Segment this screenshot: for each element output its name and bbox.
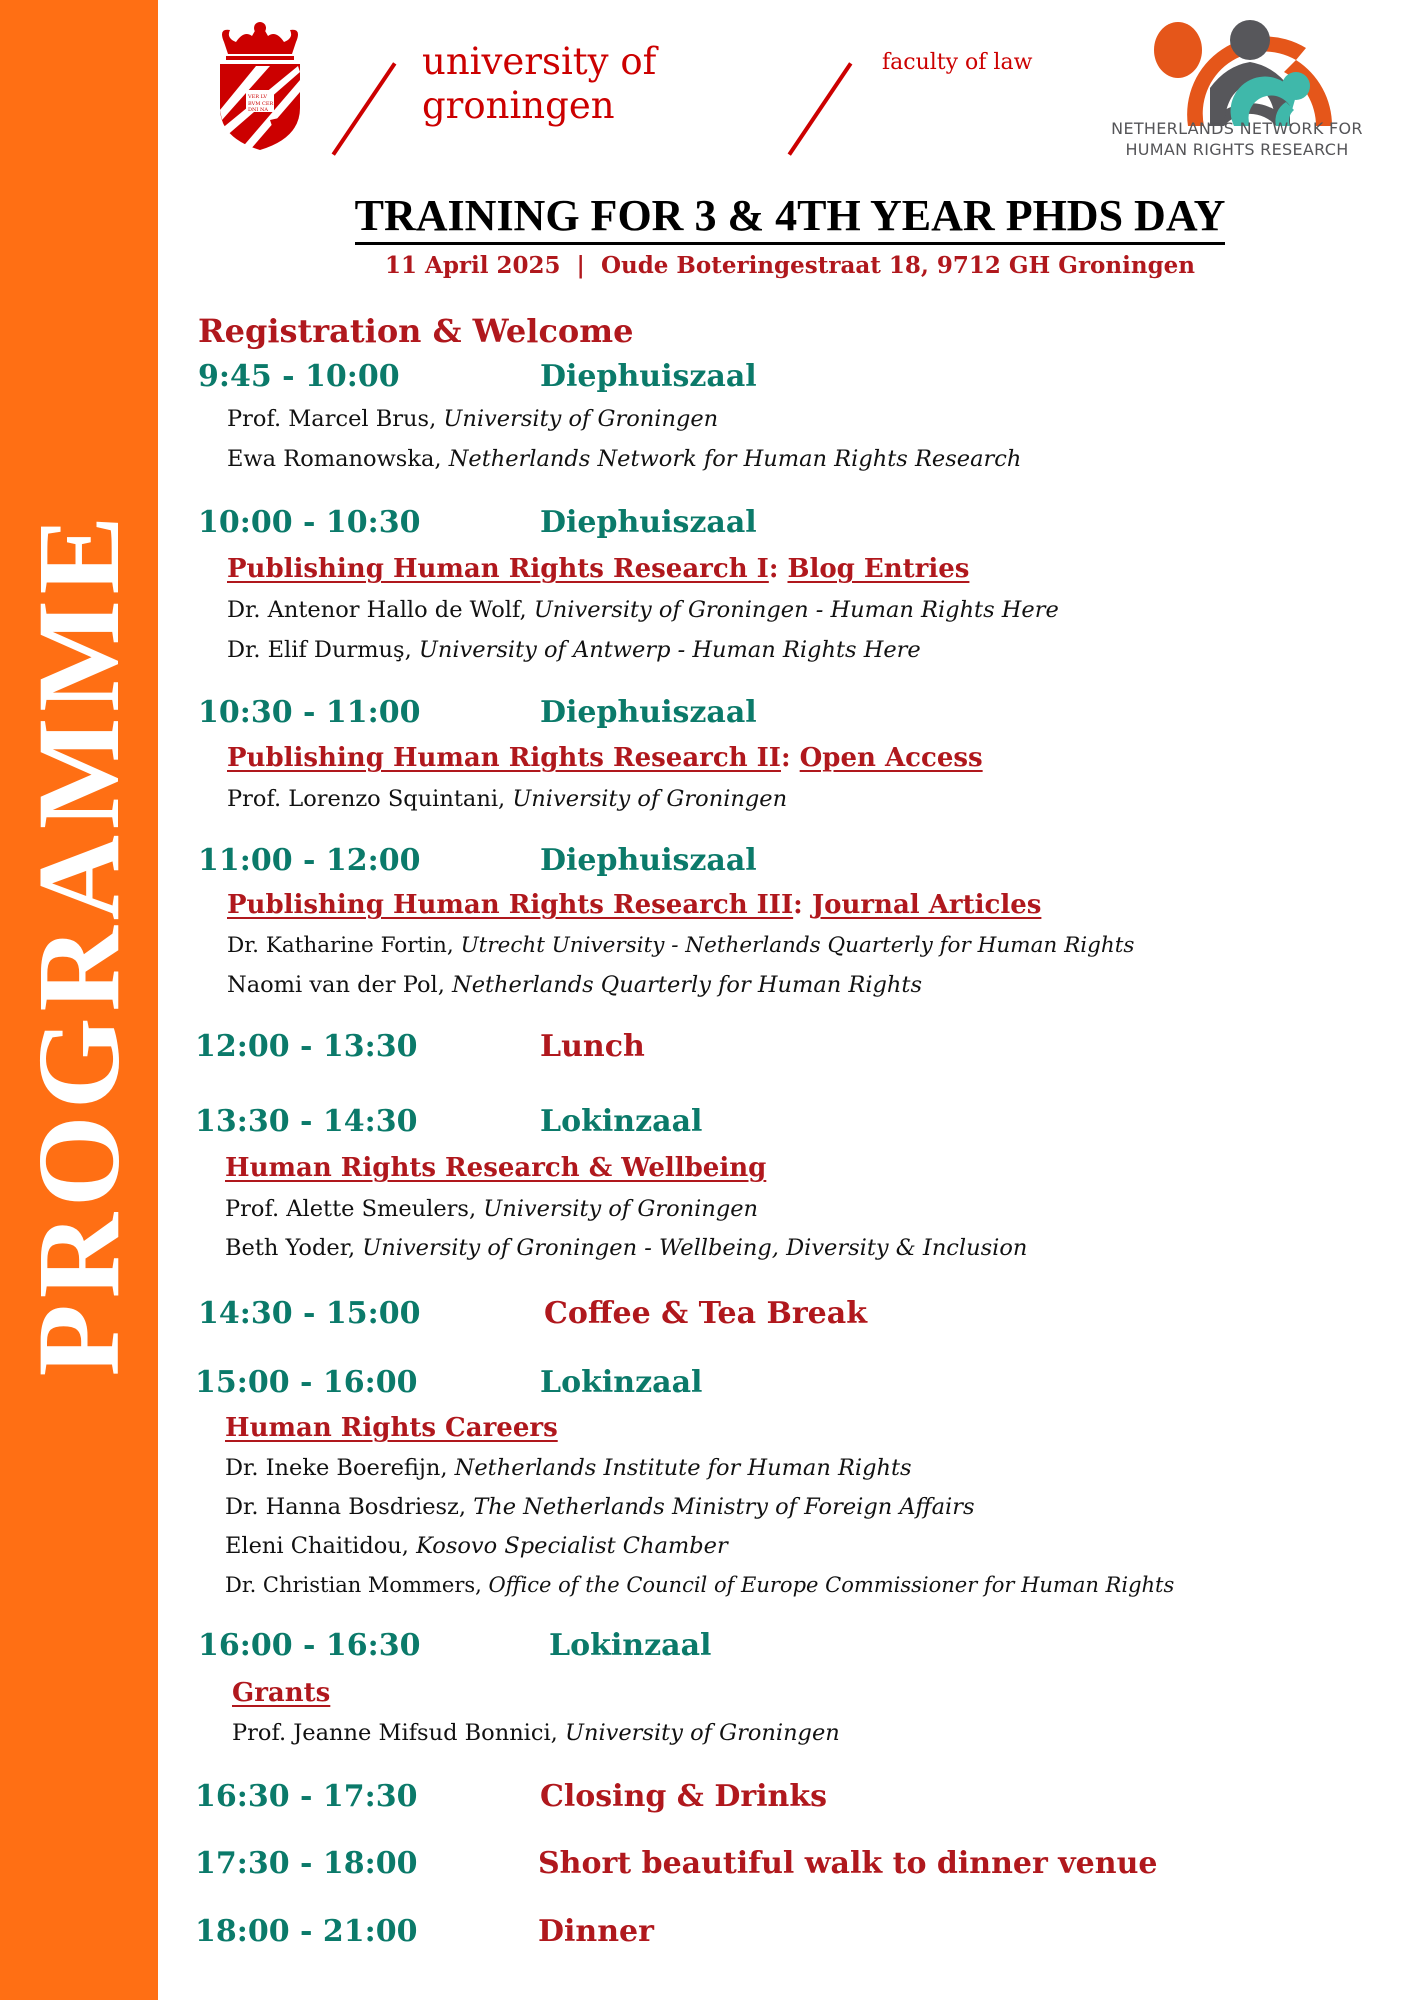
topic-subtitle: Open Access [799, 743, 983, 773]
speaker-affiliation: Netherlands Quarterly for Human Rights [452, 972, 922, 998]
session-event: Coffee & Tea Break [544, 1296, 867, 1331]
divider-slash [332, 62, 397, 155]
session-time: 10:30 - 11:00 [198, 695, 421, 730]
speaker-affiliation: University of Groningen [483, 1196, 759, 1222]
divider-slash [788, 62, 853, 155]
speaker-line [225, 1533, 728, 1559]
topic-colon: : [780, 743, 791, 773]
registration-heading: Registration & Welcome [198, 312, 634, 350]
topic-colon: : [768, 554, 779, 584]
speaker-line [227, 786, 787, 812]
speaker-name: Prof. Marcel Brus, [227, 406, 444, 432]
university-name [422, 40, 656, 128]
session-time: 16:00 - 16:30 [198, 1628, 421, 1663]
network-name-line2: HUMAN RIGHTS RESEARCH [1125, 140, 1349, 159]
session-location: Lokinzaal [540, 1104, 703, 1139]
session-event: Dinner [538, 1914, 654, 1949]
speaker-line [225, 1494, 975, 1520]
programme-vertical-title: PROGRAMME [13, 509, 144, 1377]
speaker-name: Dr. Katharine Fortin, [227, 933, 461, 958]
session-topic [227, 890, 1041, 920]
topic-title: Human Rights Research & Wellbeing [225, 1153, 767, 1183]
session-location: Diephuiszaal [540, 843, 757, 878]
session-time: 15:00 - 16:00 [195, 1365, 418, 1400]
session-time: 9:45 - 10:00 [198, 359, 400, 394]
speaker-affiliation: The Netherlands Ministry of Foreign Affairs [473, 1494, 975, 1520]
speaker-affiliation: Netherlands Network for Human Rights Research [448, 446, 1022, 472]
sidebar-bar [0, 0, 158, 2000]
university-name-line2: groningen [422, 84, 615, 127]
university-name-line1: university of [422, 40, 657, 83]
speaker-name: Dr. Ineke Boerefijn, [225, 1455, 455, 1481]
speaker-affiliation: Netherlands Institute for Human Rights [454, 1455, 912, 1481]
speaker-line [227, 597, 1059, 623]
session-location: Diephuiszaal [540, 359, 757, 394]
network-people-logo [1146, 18, 1356, 128]
event-date: 11 April 2025 [384, 252, 561, 279]
speaker-name: Prof. Alette Smeulers, [225, 1196, 484, 1222]
speaker-name: Naomi van der Pol, [227, 972, 452, 998]
speaker-name: Dr. Antenor Hallo de Wolf, [227, 597, 534, 623]
topic-title: Publishing Human Rights Research I [227, 554, 769, 584]
topic-title: Grants [232, 1678, 331, 1708]
faculty-name: faculty of law [882, 50, 1033, 75]
university-crest-logo [210, 20, 310, 152]
topic-subtitle: Journal Articles [811, 890, 1042, 920]
page-title-text: TRAINING FOR 3 & 4TH YEAR PHDS DAY [355, 191, 1226, 245]
session-time: 14:30 - 15:00 [198, 1296, 421, 1331]
session-location: Lokinzaal [540, 1365, 703, 1400]
date-separator: | [576, 252, 585, 279]
speaker-affiliation: University of Groningen [512, 786, 788, 812]
event-date-location [265, 252, 1315, 279]
session-topic [227, 743, 983, 773]
speaker-affiliation: University of Antwerp - Human Rights Here [418, 637, 921, 663]
session-topic [225, 1153, 766, 1183]
session-location: Lokinzaal [549, 1628, 712, 1663]
session-topic [227, 554, 969, 584]
speaker-affiliation: University of Groningen - Human Rights Here [533, 597, 1059, 623]
speaker-line [225, 1235, 1027, 1261]
speaker-line [227, 406, 718, 432]
network-name [1094, 118, 1380, 160]
svg-text:BVM CER: BVM CER [248, 101, 274, 107]
speaker-line [225, 1455, 912, 1481]
speaker-name: Beth Yoder, [225, 1235, 363, 1261]
session-event: Closing & Drinks [540, 1779, 828, 1814]
speaker-line [227, 972, 922, 998]
session-topic [232, 1678, 330, 1708]
speaker-affiliation: Kosovo Specialist Chamber [416, 1533, 728, 1559]
speaker-name: Prof. Lorenzo Squintani, [227, 786, 513, 812]
speaker-affiliation: University of Groningen [443, 406, 719, 432]
session-time: 10:00 - 10:30 [198, 505, 421, 540]
network-name-line1: NETHERLANDS NETWORK FOR [1111, 119, 1363, 138]
speaker-line [227, 446, 1021, 472]
event-address: Oude Boteringestraat 18, 9712 GH Groningen [600, 252, 1196, 279]
speaker-line [227, 637, 921, 663]
session-location: Diephuiszaal [540, 695, 757, 730]
topic-subtitle: Blog Entries [787, 554, 970, 584]
speaker-name: Dr. Elif Durmuş, [227, 637, 419, 663]
session-time: 18:00 - 21:00 [195, 1914, 418, 1949]
speaker-line [232, 1720, 840, 1746]
speaker-line [225, 1196, 758, 1222]
speaker-line [227, 933, 1134, 958]
topic-title: Publishing Human Rights Research II [227, 743, 781, 773]
session-time: 16:30 - 17:30 [195, 1779, 418, 1814]
speaker-name: Prof. Jeanne Mifsud Bonnici, [232, 1720, 565, 1746]
speaker-name: Eleni Chaitidou, [225, 1533, 417, 1559]
speaker-name: Ewa Romanowska, [227, 446, 449, 472]
session-time: 13:30 - 14:30 [195, 1104, 418, 1139]
session-event: Short beautiful walk to dinner venue [538, 1846, 1158, 1881]
topic-colon: : [793, 890, 803, 920]
session-time: 17:30 - 18:00 [195, 1846, 418, 1881]
speaker-affiliation: University of Groningen - Wellbeing, Diversity & Inclusion [362, 1235, 1028, 1261]
session-time: 12:00 - 13:30 [195, 1029, 418, 1064]
session-location: Diephuiszaal [540, 505, 757, 540]
session-event: Lunch [540, 1029, 645, 1064]
speaker-affiliation: University of Groningen [565, 1720, 840, 1746]
topic-title: Publishing Human Rights Research III [227, 890, 794, 920]
crest-book-text: VER LV [248, 94, 267, 100]
session-topic [225, 1413, 558, 1443]
speaker-name: Dr. Christian Mommers, [225, 1573, 489, 1597]
speaker-affiliation: Office of the Council of Europe Commissioner for Human Rights [488, 1573, 1175, 1597]
topic-title: Human Rights Careers [225, 1413, 558, 1443]
page-title [265, 190, 1315, 241]
speaker-name: Dr. Hanna Bosdriesz, [225, 1494, 474, 1520]
session-time: 11:00 - 12:00 [198, 843, 421, 878]
speaker-line [225, 1573, 1174, 1597]
svg-text:DNI NA: DNI NA [248, 107, 268, 113]
speaker-affiliation: Utrecht University - Netherlands Quarterly for Human Rights [460, 933, 1135, 958]
